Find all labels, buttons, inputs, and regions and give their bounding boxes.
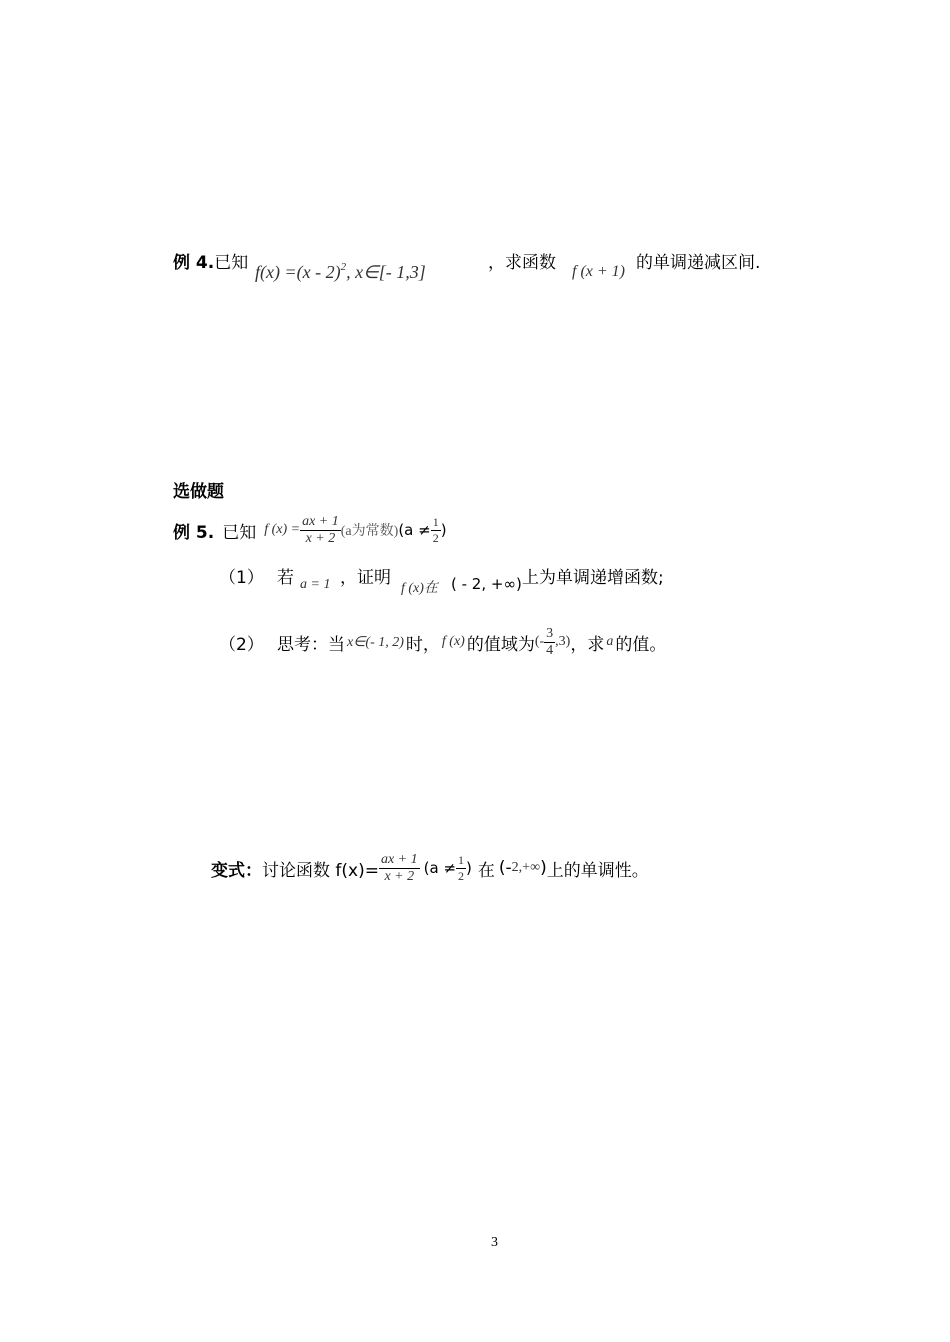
variant-text-a: 讨论函数 f(x)= [262, 860, 379, 881]
example-4-formula [255, 262, 426, 283]
example-4-text-b: ，求函数 [488, 253, 556, 273]
part-2-condition: x∈(- 1, 2) [347, 634, 404, 650]
example-4 [173, 248, 248, 273]
part-2-a-variable: a [606, 634, 614, 649]
variant-half-numerator: 1 [458, 852, 465, 867]
variant-text-c: 上的单调性。 [546, 860, 649, 881]
example-5-cond-open: (a ≠ [398, 521, 431, 539]
variant-cond-close: ) [466, 859, 472, 877]
example-5-cond-close: ) [440, 521, 447, 539]
part-2 [219, 618, 666, 666]
example-5-half-fraction [431, 515, 441, 546]
example-5-fraction-numerator: ax + 1 [302, 513, 339, 529]
part-2-text-b: 时， [405, 634, 440, 655]
variant-fraction-numerator: ax + 1 [380, 851, 418, 867]
optional-section-title: 选做题 [173, 482, 224, 502]
variant-interval-close: ) [540, 858, 547, 878]
variant-cond-open: (a ≠ [423, 859, 457, 877]
variant-fraction-denominator: x + 2 [379, 868, 420, 885]
variant-interval-body: 2,+∞ [511, 860, 541, 875]
variant-fraction [379, 852, 420, 885]
example-4-label: 例 4. [173, 253, 215, 273]
part-2-text-a: 思考：当 [277, 634, 345, 655]
part-2-range-open: (- [534, 634, 545, 649]
part-2-index: （2） [219, 634, 264, 655]
part-2-range-denominator: 4 [546, 642, 554, 658]
part-1-text-c: 上为单调递增函数; [522, 568, 664, 588]
part-2-text-d: ，求 [570, 634, 605, 655]
example-4-text-a: 已知 [214, 253, 249, 273]
example-4-text-c: 的单调递减区间. [636, 253, 761, 273]
variant [211, 844, 649, 892]
variant-half-fraction [456, 853, 466, 884]
example-5-f-lhs: f (x) = [264, 522, 301, 537]
example-5-half-numerator: 1 [432, 514, 439, 529]
variant-half-denominator: 2 [458, 868, 465, 883]
page-number: 3 [491, 1235, 498, 1250]
part-2-text-c: 的值域为 [466, 634, 535, 655]
example-5-fraction-denominator: x + 2 [300, 530, 341, 547]
part-1-interval: ( - 2, +∞) [451, 575, 522, 593]
example-5-fraction [300, 514, 341, 547]
part-2-range-fraction [544, 626, 555, 659]
example-5-half-denominator: 2 [432, 530, 439, 545]
part-2-function: f (x) [441, 634, 465, 649]
example-4-g-expr: f (x + 1) [572, 263, 625, 280]
variant-text-b: 在 [477, 860, 495, 881]
example-4-formula-domain: , x∈[- 1,3] [346, 262, 426, 282]
part-1-text-a: 若 [277, 568, 294, 588]
example-5 [173, 506, 447, 554]
example-5-text-a: 已知 [222, 522, 257, 543]
part-1-text-b: ，证明 [340, 568, 391, 588]
example-5-note: (a为常数) [340, 524, 399, 539]
part-1-condition: a = 1 [300, 577, 331, 592]
part-2-text-e: 的值。 [615, 634, 667, 655]
example-4-formula-exponent: 2 [340, 261, 347, 273]
example-4-formula-lhs: f(x) =(x - 2) [255, 262, 341, 282]
part-1-index: （1） [219, 568, 264, 588]
part-2-range-numerator: 3 [546, 625, 554, 641]
example-5-label: 例 5. [173, 522, 215, 543]
variant-label: 变式： [211, 860, 262, 881]
variant-interval-open: (- [498, 858, 512, 878]
part-2-range-close: ,3) [555, 634, 571, 649]
part-1-function: f (x)在 [401, 581, 438, 596]
